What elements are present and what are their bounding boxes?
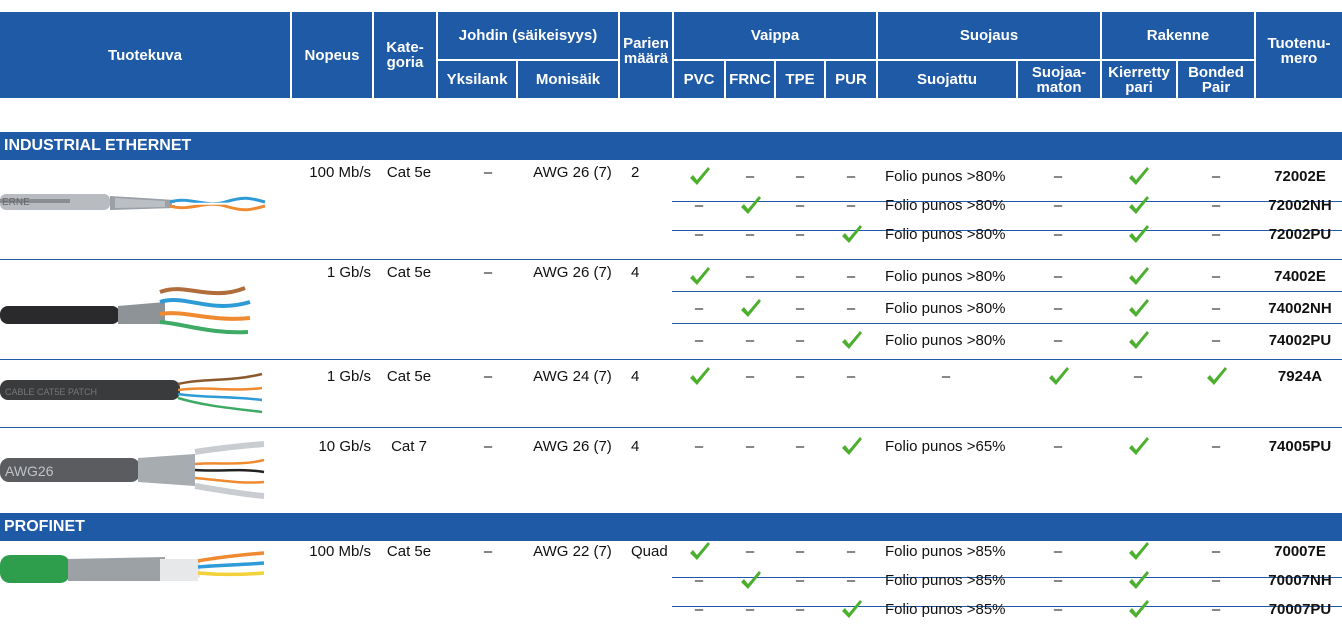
shielded-cell: Folio punos >80% [885,197,1006,214]
product-number-cell: 70007E [1274,543,1326,560]
tpe-dash: – [795,543,805,560]
twisted-pair-check-icon [1127,541,1151,563]
frnc-dash: – [745,601,755,618]
unshielded-cell: – [1053,300,1063,317]
tpe-dash: – [795,572,805,589]
header-speed: Nopeus [292,12,372,98]
pur-dash: – [846,572,856,589]
pairs-cell: 4 [631,368,640,385]
unshielded-cell: – [1053,438,1063,455]
product-number-cell: 72002E [1274,168,1326,185]
product-number-cell: 72002PU [1268,226,1332,243]
bonded-pair-dash: – [1211,268,1221,285]
pvc-dash: – [694,332,704,349]
shielded-cell: Folio punos >85% [885,601,1006,618]
pvc-dash: – [694,601,704,618]
category-cell: Cat 5e [386,543,432,560]
group-separator [0,259,1342,260]
frnc-dash: – [745,168,755,185]
product-number-cell: 74002PU [1268,332,1332,349]
twisted-pair-check-icon [1127,570,1151,592]
unshielded-cell: – [1053,226,1063,243]
header-frnc: FRNC [726,61,774,98]
twisted-pair-check-icon [1127,599,1151,621]
header-product-number: Tuotenu- mero [1256,12,1342,98]
tpe-dash: – [795,438,805,455]
shielded-cell: Folio punos >65% [885,438,1006,455]
shielded-cell: Folio punos >80% [885,268,1006,285]
header-twisted-pair: Kierretty pari [1102,61,1176,98]
pairs-cell: Quad [631,543,668,560]
category-cell: Cat 7 [391,438,427,455]
category-cell: Cat 5e [386,164,432,181]
header-pur: PUR [826,61,876,98]
pur-check-icon [840,224,864,246]
bonded-pair-dash: – [1211,601,1221,618]
pvc-dash: – [694,572,704,589]
header-pvc: PVC [674,61,724,98]
unshielded-cell: – [1053,268,1063,285]
pur-dash: – [846,168,856,185]
bonded-pair-dash: – [1211,438,1221,455]
stranded-conductor-cell: AWG 26 (7) [533,164,612,181]
speed-cell: 100 Mb/s [309,543,371,560]
unshielded-cell: – [1053,332,1063,349]
tpe-dash: – [795,226,805,243]
shielded-cell: – [941,368,951,385]
tpe-dash: – [795,368,805,385]
frnc-dash: – [745,438,755,455]
twisted-pair-check-icon [1127,298,1151,320]
bonded-pair-dash: – [1211,226,1221,243]
unshielded-cell: – [1053,168,1063,185]
header-solid: Yksilank [438,61,516,98]
twisted-pair-check-icon [1127,166,1151,188]
pairs-cell: 4 [631,438,640,455]
solid-conductor-cell: – [483,264,493,281]
pur-dash: – [846,368,856,385]
frnc-dash: – [745,268,755,285]
pvc-dash: – [694,438,704,455]
frnc-dash: – [745,226,755,243]
header-stranded: Monisäik [518,61,618,98]
shielded-cell: Folio punos >80% [885,226,1006,243]
header-product-image: Tuotekuva [0,12,290,98]
pur-check-icon [840,599,864,621]
twisted-pair-check-icon [1127,330,1151,352]
cable-image-gray-blue [0,162,290,257]
speed-cell: 1 Gb/s [326,368,371,385]
solid-conductor-cell: – [483,164,493,181]
cable-image-gray-cat7 [0,438,290,508]
stranded-conductor-cell: AWG 26 (7) [533,438,612,455]
speed-cell: 1 Gb/s [326,264,371,281]
pvc-dash: – [694,226,704,243]
twisted-pair-check-icon [1127,436,1151,458]
shielded-cell: Folio punos >80% [885,300,1006,317]
stranded-conductor-cell: AWG 22 (7) [533,543,612,560]
twisted-pair-dash: – [1133,368,1143,385]
tpe-dash: – [795,332,805,349]
pvc-dash: – [694,300,704,317]
twisted-pair-check-icon [1127,224,1151,246]
unshielded-cell: – [1053,601,1063,618]
shielded-cell: Folio punos >85% [885,543,1006,560]
shielded-cell: Folio punos >80% [885,168,1006,185]
stranded-conductor-cell: AWG 24 (7) [533,368,612,385]
frnc-dash: – [745,332,755,349]
pur-dash: – [846,197,856,214]
solid-conductor-cell: – [483,368,493,385]
speed-cell: 10 Gb/s [318,438,371,455]
frnc-dash: – [745,543,755,560]
header-conductor: Johdin (säikeisyys) [438,12,618,59]
header-category: Kate- goria [374,12,436,98]
header-bonded-pair: Bonded Pair [1178,61,1254,98]
row-separator [672,323,1342,324]
pairs-cell: 4 [631,264,640,281]
stranded-conductor-cell: AWG 26 (7) [533,264,612,281]
product-number-cell: 7924A [1277,368,1323,385]
solid-conductor-cell: – [483,438,493,455]
product-number-cell: 70007NH [1268,572,1332,589]
cable-image-green-profinet [0,543,290,603]
pur-dash: – [846,543,856,560]
tpe-dash: – [795,601,805,618]
svg-text:ERNE: ERNE [2,197,30,208]
group-separator [0,427,1342,428]
product-number-cell: 74005PU [1268,438,1332,455]
pur-dash: – [846,300,856,317]
bonded-pair-dash: – [1211,197,1221,214]
product-number-cell: 70007PU [1268,601,1332,618]
category-cell: Cat 5e [386,368,432,385]
tpe-dash: – [795,268,805,285]
shielded-cell: Folio punos >85% [885,572,1006,589]
cable-print-text: AWG26 [5,463,54,479]
frnc-dash: – [745,368,755,385]
cable-image-black-shielded [0,262,290,357]
unshielded-cell: – [1053,197,1063,214]
bonded-pair-dash: – [1211,300,1221,317]
bonded-pair-dash: – [1211,332,1221,349]
row-separator [672,291,1342,292]
bonded-pair-dash: – [1211,543,1221,560]
product-number-cell: 72002NH [1268,197,1332,214]
header-construction: Rakenne [1102,12,1254,59]
pur-check-icon [840,436,864,458]
group-separator [0,359,1342,360]
svg-text:CABLE CAT5E PATCH: CABLE CAT5E PATCH [5,387,98,397]
unshielded-cell: – [1053,572,1063,589]
section-profinet: PROFINET [0,513,1342,541]
pvc-dash: – [694,197,704,214]
cable-image-black-unshielded [0,362,290,422]
tpe-dash: – [795,197,805,214]
unshielded-check-icon [1047,366,1071,388]
bonded-pair-check-icon [1205,366,1229,388]
bonded-pair-dash: – [1211,168,1221,185]
solid-conductor-cell: – [483,543,493,560]
speed-cell: 100 Mb/s [309,164,371,181]
pur-check-icon [840,330,864,352]
unshielded-cell: – [1053,543,1063,560]
shielded-cell: Folio punos >80% [885,332,1006,349]
twisted-pair-check-icon [1127,195,1151,217]
product-number-cell: 74002NH [1268,300,1332,317]
header-tpe: TPE [776,61,824,98]
pur-dash: – [846,268,856,285]
twisted-pair-check-icon [1127,266,1151,288]
header-pairs: Parien määrä [620,12,672,98]
product-number-cell: 74002E [1274,268,1326,285]
pairs-cell: 2 [631,164,640,181]
header-jacket: Vaippa [674,12,876,59]
bonded-pair-dash: – [1211,572,1221,589]
header-shielding: Suojaus [878,12,1100,59]
header-shielded: Suojattu [878,61,1016,98]
category-cell: Cat 5e [386,264,432,281]
header-unshielded: Suojaa- maton [1018,61,1100,98]
tpe-dash: – [795,300,805,317]
tpe-dash: – [795,168,805,185]
section-industrial-ethernet: INDUSTRIAL ETHERNET [0,132,1342,160]
